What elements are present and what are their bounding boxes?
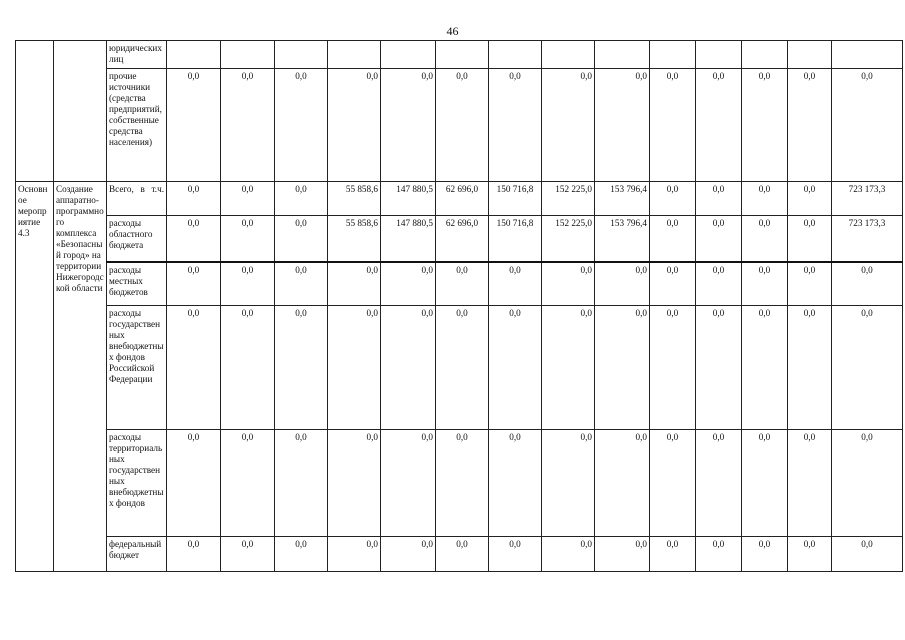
value-cell: 723 173,3 [832,216,903,262]
value-cell: 0,0 [595,262,650,306]
funding-source-cell: расходы государственных внебюджетных фондов Российской Федерации [107,306,167,430]
value-cell: 0,0 [788,216,832,262]
value-cell: 0,0 [742,262,788,306]
value-cell: 0,0 [489,69,542,182]
value-cell: 0,0 [275,69,328,182]
funding-source-cell: расходы местных бюджетов [107,262,167,306]
funding-source-cell: юридических лиц [107,41,167,69]
value-cell: 0,0 [832,262,903,306]
funding-source-cell: Всего, в т.ч. [107,182,167,216]
value-cell: 0,0 [788,430,832,537]
value-cell: 0,0 [595,537,650,572]
value-cell: 0,0 [742,69,788,182]
table-row [16,306,903,430]
value-cell [275,41,328,69]
value-cell: 0,0 [436,430,489,537]
value-cell: 0,0 [542,69,595,182]
value-cell: 0,0 [275,430,328,537]
value-cell: 0,0 [542,430,595,537]
value-cell: 0,0 [381,69,436,182]
value-cell: 153 796,4 [595,182,650,216]
value-cell: 0,0 [221,306,275,430]
value-cell: 0,0 [742,306,788,430]
value-cell: 0,0 [650,182,696,216]
value-cell: 0,0 [221,216,275,262]
value-cell: 0,0 [832,537,903,572]
value-cell: 0,0 [832,306,903,430]
value-cell [489,41,542,69]
value-cell: 0,0 [742,182,788,216]
value-cell: 0,0 [489,262,542,306]
value-cell: 0,0 [788,262,832,306]
value-cell: 0,0 [275,306,328,430]
table-row [16,430,903,537]
value-cell: 0,0 [788,69,832,182]
value-cell: 0,0 [696,537,742,572]
value-cell: 0,0 [328,430,381,537]
event-label-cell: Основное мероприятие 4.3 [16,182,54,572]
value-cell [832,41,903,69]
value-cell: 0,0 [650,306,696,430]
value-cell: 152 225,0 [542,182,595,216]
value-cell: 0,0 [650,69,696,182]
value-cell: 0,0 [221,69,275,182]
value-cell: 55 858,6 [328,182,381,216]
value-cell: 0,0 [595,430,650,537]
value-cell: 150 716,8 [489,182,542,216]
value-cell [650,41,696,69]
value-cell: 0,0 [221,262,275,306]
value-cell: 0,0 [436,262,489,306]
value-cell [696,41,742,69]
value-cell: 0,0 [221,537,275,572]
value-cell: 0,0 [696,306,742,430]
value-cell: 0,0 [696,69,742,182]
value-cell: 152 225,0 [542,216,595,262]
table-row [16,69,903,182]
value-cell [328,41,381,69]
value-cell: 0,0 [221,430,275,537]
value-cell: 62 696,0 [436,216,489,262]
value-cell: 150 716,8 [489,216,542,262]
value-cell: 0,0 [832,430,903,537]
value-cell: 0,0 [436,69,489,182]
empty-event-cell [16,41,54,182]
value-cell: 0,0 [542,537,595,572]
value-cell: 0,0 [167,306,221,430]
budget-table-body [16,41,903,572]
value-cell: 0,0 [328,537,381,572]
value-cell: 0,0 [650,537,696,572]
value-cell: 0,0 [381,430,436,537]
value-cell: 0,0 [167,430,221,537]
value-cell: 0,0 [489,306,542,430]
value-cell: 0,0 [167,69,221,182]
value-cell: 0,0 [489,430,542,537]
value-cell: 0,0 [742,537,788,572]
value-cell [788,41,832,69]
funding-source-cell: прочие источники (средства предприятий, собственные средства населения) [107,69,167,182]
value-cell [542,41,595,69]
value-cell: 0,0 [650,216,696,262]
value-cell: 0,0 [167,182,221,216]
funding-source-cell: расходы областного бюджета [107,216,167,262]
table-row [16,182,903,216]
table-row [16,537,903,572]
value-cell: 147 880,5 [381,216,436,262]
value-cell: 0,0 [595,306,650,430]
value-cell [167,41,221,69]
funding-source-cell: федеральный бюджет [107,537,167,572]
value-cell: 723 173,3 [832,182,903,216]
value-cell [381,41,436,69]
value-cell [221,41,275,69]
value-cell: 55 858,6 [328,216,381,262]
value-cell: 0,0 [381,537,436,572]
value-cell: 0,0 [328,262,381,306]
value-cell: 0,0 [489,537,542,572]
budget-table [15,40,903,572]
value-cell [595,41,650,69]
value-cell: 0,0 [696,182,742,216]
value-cell: 0,0 [275,537,328,572]
value-cell: 0,0 [167,262,221,306]
event-name-cell: Создание аппаратно-программного комплекса «Безопасный город» на территории Нижегородской области [54,182,107,572]
value-cell: 0,0 [275,216,328,262]
value-cell: 0,0 [436,537,489,572]
value-cell [436,41,489,69]
value-cell: 0,0 [436,306,489,430]
value-cell: 0,0 [788,306,832,430]
funding-source-cell: расходы территориальных государственных внебюджетных фондов [107,430,167,537]
value-cell: 0,0 [788,537,832,572]
value-cell: 0,0 [742,430,788,537]
value-cell: 0,0 [167,537,221,572]
value-cell: 0,0 [542,262,595,306]
value-cell: 62 696,0 [436,182,489,216]
value-cell: 0,0 [275,262,328,306]
table-row [16,41,903,69]
value-cell: 0,0 [381,262,436,306]
value-cell: 0,0 [696,430,742,537]
value-cell: 0,0 [595,69,650,182]
value-cell: 0,0 [167,216,221,262]
value-cell: 0,0 [788,182,832,216]
value-cell: 0,0 [328,306,381,430]
value-cell [742,41,788,69]
value-cell: 153 796,4 [595,216,650,262]
value-cell: 0,0 [832,69,903,182]
value-cell: 0,0 [221,182,275,216]
value-cell: 147 880,5 [381,182,436,216]
value-cell: 0,0 [381,306,436,430]
value-cell: 0,0 [328,69,381,182]
value-cell: 0,0 [696,262,742,306]
empty-name-cell [54,41,107,182]
table-row [16,262,903,306]
value-cell: 0,0 [696,216,742,262]
page-number: 46 [446,24,459,38]
value-cell: 0,0 [650,262,696,306]
value-cell: 0,0 [275,182,328,216]
value-cell: 0,0 [742,216,788,262]
table-row [16,216,903,262]
value-cell: 0,0 [650,430,696,537]
value-cell: 0,0 [542,306,595,430]
